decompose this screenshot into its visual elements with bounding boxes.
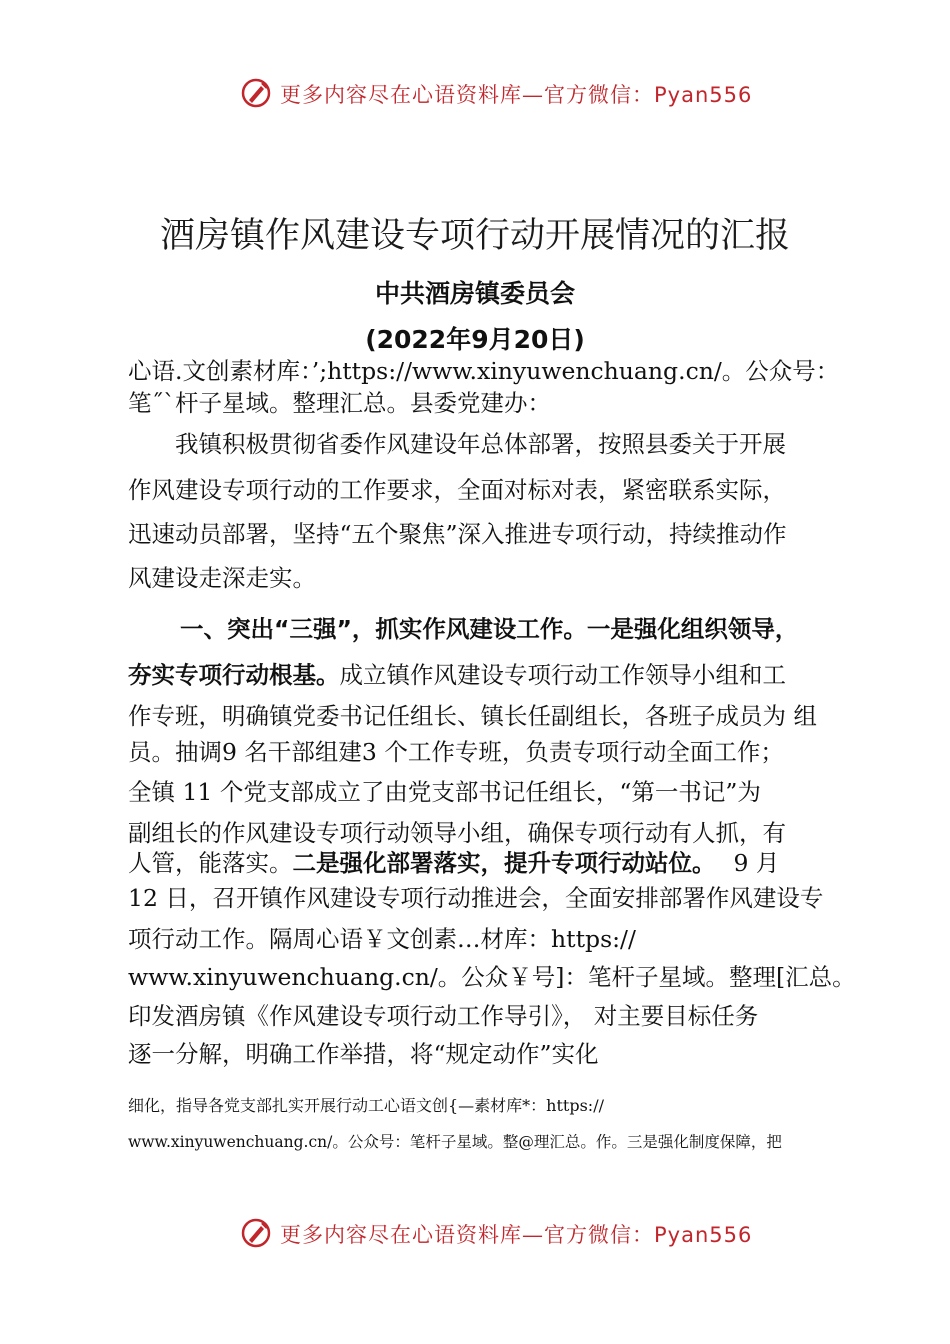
body-line	[128, 849, 780, 877]
body-text: 9 月	[733, 849, 780, 877]
section-heading: 一、突出“三强”，抓实作风建设工作。	[180, 615, 587, 643]
bottom-watermark-banner	[0, 1213, 950, 1253]
body-line: 迅速动员部署，坚持“五个聚焦”深入推进专项行动，持续推动作	[128, 520, 787, 548]
body-line: www.xinyuwenchuang.cn/。公众￥号]：笔杆子星域。整理[汇总。	[128, 963, 856, 991]
body-line: 印发酒房镇《作风建设专项行动工作导引》， 对主要目标任务	[128, 1002, 759, 1030]
body-line: 逐一分解，明确工作举措，将“规定动作”实化	[128, 1040, 599, 1068]
issuer: 中共酒房镇委员会	[374, 279, 575, 308]
body-line: 笔˝ˋ杆子星域。整理汇总。县委党建办：	[128, 389, 551, 417]
body-line: 我镇积极贯彻省委作风建设年总体部署，按照县委关于开展	[128, 430, 786, 458]
body-line: 心语.文创素材库：’;https://www.xinyuwenchuang.cn/。公众号：	[128, 357, 840, 385]
document-title: 酒房镇作风建设专项行动开展情况的汇报	[159, 216, 790, 256]
bold-point-one-cont: 夯实专项行动根基。	[128, 661, 340, 689]
small-text-line: 细化，指导各党支部扎实开展行动工心语文创{—素材库*：https://	[128, 1096, 604, 1115]
section-heading-line	[180, 615, 799, 643]
body-line: 作专班，明确镇党委书记任组长、镇长任副组长，各班子成员为 组	[128, 702, 817, 730]
body-line: 全镇 11 个党支部成立了由党支部书记任组长，“第一书记”为	[128, 778, 761, 806]
body-line: 员。抽调9 名干部组建3 个工作专班，负责专项行动全面工作；	[128, 738, 784, 766]
small-text-line: www.xinyuwenchuang.cn/。公众号：笔杆子星域。整@理汇总。作。三是强化制度保障，把	[128, 1133, 782, 1151]
body-text: 人管，能落实。	[128, 849, 293, 877]
body-line	[128, 661, 786, 689]
bold-point-one: 一是强化组织领导，	[586, 615, 799, 643]
watermark-text: 更多内容尽在心语资料库—官方微信：Pyan556	[280, 83, 753, 107]
report-date: (2022年9月20日)	[365, 325, 585, 354]
body-line: 作风建设专项行动的工作要求，全面对标对表，紧密联系实际，	[128, 476, 786, 504]
body-line: 风建设走深走实。	[128, 564, 316, 592]
top-watermark-banner	[0, 73, 950, 113]
watermark-text: 更多内容尽在心语资料库—官方微信：Pyan556	[280, 1223, 753, 1247]
body-line: 项行动工作。隔周心语￥文创素…材库：https://	[128, 925, 636, 953]
body-line: 12 日，召开镇作风建设专项行动推进会，全面安排部署作风建设专	[128, 884, 824, 912]
pen-in-circle-icon	[240, 1217, 272, 1249]
bold-point-two: 二是强化部署落实，提升专项行动站位。	[292, 849, 716, 877]
body-line: 副组长的作风建设专项行动领导小组，确保专项行动有人抓，有	[128, 819, 786, 847]
pen-in-circle-icon	[240, 77, 272, 109]
body-text: 成立镇作风建设专项行动工作领导小组和工	[339, 661, 786, 689]
